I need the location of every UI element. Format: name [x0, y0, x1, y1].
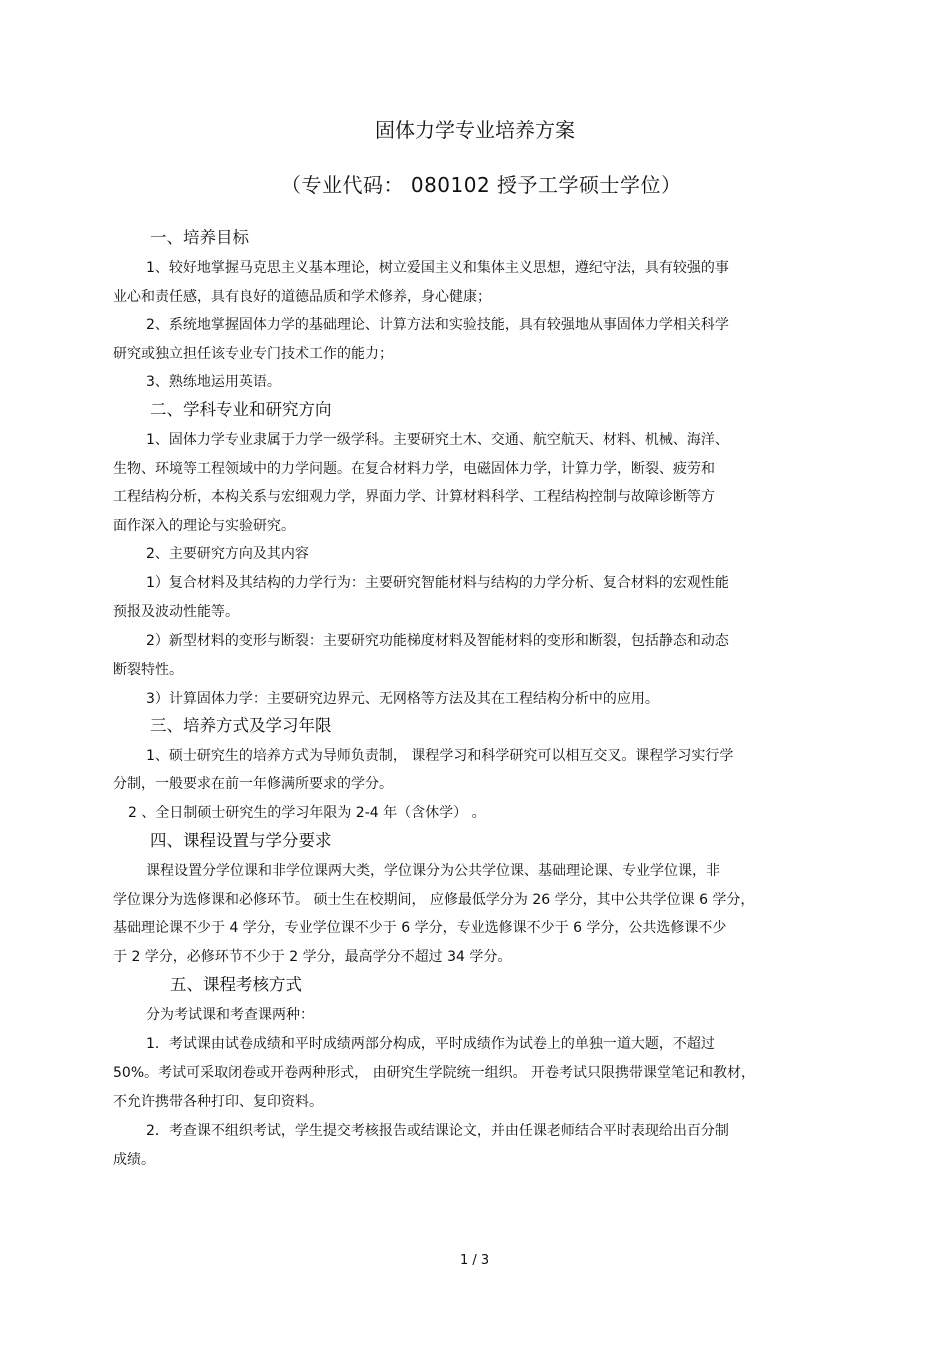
paragraph-line: 面作深入的理论与实验研究。 — [113, 518, 295, 534]
paragraph-line: 1）复合材料及其结构的力学行为：主要研究智能材料与结构的力学分析、复合材料的宏观性能 — [146, 575, 729, 591]
section-heading: 一、培养目标 — [150, 228, 249, 247]
paragraph-line: 1、较好地掌握马克思主义基本理论，树立爱国主义和集体主义思想，遵纪守法，具有较强的事 — [146, 260, 729, 276]
section-heading: 四、课程设置与学分要求 — [150, 831, 332, 850]
paragraph-line: 不允许携带各种打印、复印资料。 — [113, 1094, 323, 1110]
paragraph-line: 分为考试课和考查课两种： — [146, 1007, 314, 1023]
document-subtitle: （专业代码： 080102 授予工学硕士学位） — [281, 173, 682, 197]
page-number: 1 / 3 — [460, 1253, 490, 1268]
paragraph-line: 50%。考试可采取闭卷或开卷两种形式， 由研究生学院统一组织。 开卷考试只限携带课堂笔记和教材， — [113, 1065, 756, 1081]
paragraph-line: 生物、环境等工程领域中的力学问题。在复合材料力学，电磁固体力学，计算力学，断裂、疲劳和 — [113, 461, 715, 477]
paragraph-line: 学位课分为选修课和必修环节。 硕士生在校期间， 应修最低学分为 26 学分，其中公共学位课 6 学分， — [113, 892, 755, 908]
paragraph-line: 3、熟练地运用英语。 — [146, 374, 281, 390]
paragraph-line: 课程设置分学位课和非学位课两大类，学位课分为公共学位课、基础理论课、专业学位课，非 — [146, 863, 720, 879]
paragraph-line: 2．考查课不组织考试，学生提交考核报告或结课论文，并由任课老师结合平时表现给出百分制 — [146, 1123, 729, 1139]
paragraph-line: 预报及波动性能等。 — [113, 604, 239, 620]
paragraph-line: 研究或独立担任该专业专门技术工作的能力； — [113, 346, 393, 362]
paragraph-line: 1、固体力学专业隶属于力学一级学科。主要研究土木、交通、航空航天、材料、机械、海洋、 — [146, 432, 729, 448]
paragraph-line: 2）新型材料的变形与断裂：主要研究功能梯度材料及智能材料的变形和断裂，包括静态和动态 — [146, 633, 729, 649]
paragraph-line: 1．考试课由试卷成绩和平时成绩两部分构成，平时成绩作为试卷上的单独一道大题，不超过 — [146, 1036, 715, 1052]
section-heading: 五、课程考核方式 — [170, 975, 302, 994]
paragraph-line: 工程结构分析，本构关系与宏细观力学，界面力学、计算材料科学、工程结构控制与故障诊断等方 — [113, 489, 715, 505]
paragraph-line: 业心和责任感，具有良好的道德品质和学术修养，身心健康； — [113, 289, 491, 305]
paragraph-line: 2 、全日制硕士研究生的学习年限为 2-4 年（含休学） 。 — [128, 805, 486, 821]
paragraph-line: 成绩。 — [113, 1152, 155, 1168]
paragraph-line: 于 2 学分，必修环节不少于 2 学分，最高学分不超过 34 学分。 — [113, 949, 512, 965]
paragraph-line: 断裂特性。 — [113, 662, 183, 678]
document-title: 固体力学专业培养方案 — [375, 118, 575, 142]
paragraph-line: 分制，一般要求在前一年修满所要求的学分。 — [113, 776, 393, 792]
paragraph-line: 基础理论课不少于 4 学分，专业学位课不少于 6 学分，专业选修课不少于 6 学分，公共选修课不少 — [113, 920, 727, 936]
section-heading: 三、培养方式及学习年限 — [150, 716, 332, 735]
paragraph-line: 2、系统地掌握固体力学的基础理论、计算方法和实验技能，具有较强地从事固体力学相关科学 — [146, 317, 729, 333]
paragraph-line: 3）计算固体力学：主要研究边界元、无网格等方法及其在工程结构分析中的应用。 — [146, 691, 659, 707]
paragraph-line: 2、主要研究方向及其内容 — [146, 546, 309, 562]
paragraph-line: 1、硕士研究生的培养方式为导师负责制， 课程学习和科学研究可以相互交叉。课程学习实行学 — [146, 748, 734, 764]
section-heading: 二、学科专业和研究方向 — [150, 400, 332, 419]
